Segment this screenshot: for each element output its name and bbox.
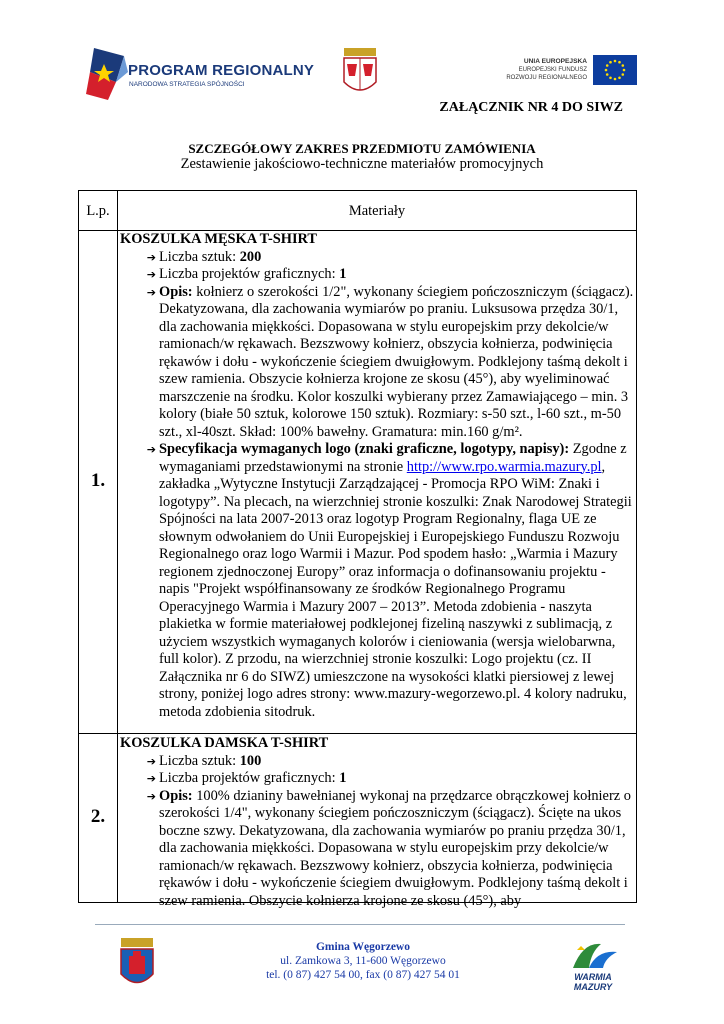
column-header-materials: Materiały bbox=[348, 203, 406, 219]
wegorzewo-crest-logo bbox=[119, 936, 155, 992]
table-border bbox=[78, 190, 637, 191]
rpo-website-link[interactable]: http://www.rpo.warmia.mazury.pl bbox=[406, 458, 602, 475]
list-item: ➔ Liczba sztuk: 100 bbox=[120, 753, 634, 771]
footer-phone: tel. (0 87) 427 54 00, fax (0 87) 427 54 01 bbox=[266, 969, 460, 981]
table-border bbox=[78, 733, 637, 734]
list-item: ➔ Liczba projektów graficznych: 1 bbox=[120, 266, 634, 284]
right-arrow-icon: ➔ bbox=[146, 772, 156, 785]
wm-logo-line2: MAZURY bbox=[573, 982, 613, 992]
eu-logo-line1: UNIA EUROPEJSKA bbox=[523, 58, 587, 65]
attachment-heading: ZAŁĄCZNIK NR 4 DO SIWZ bbox=[439, 100, 623, 115]
list-item: ➔ Liczba projektów graficznych: 1 bbox=[120, 770, 634, 788]
list-item: ➔ Liczba sztuk: 200 bbox=[120, 249, 634, 267]
table-border bbox=[117, 190, 118, 903]
list-item: ➔ Opis: kołnierz o szerokości 1/2", wykonany ściegiem pończoszniczym (ściągacz). Dekatyzowana, dla zachowania wymiarów po praniu. Luksusowa przędza 30/1, dla zachowania miękkości. Dopasowana w stylu europejskim przy dekolcie/w ramionach/w rękawach. Bezszwowy kołnierz, obszycia kołnierza, podwinięcia rękawów i dołu - wykończenie ściegiem dwuigłowym. Podklejony taśmą dekolt i szew ramienia. Obszycie kołnierza krojone ze skosu (45°), aby wyeliminować marszczenie na środku. Kolor koszulki wybierany przez Zamawiającego – min. 3 kolory (białe 50 sztuk, kolorowe 150 sztuk). Rozmiary: s-50 szt., l-60 szt., m-50 szt., xl-40szt. Skład: 100% bawełny. Gramatura: min.160 g/m². bbox=[120, 284, 634, 442]
wm-logo-line1: WARMIA bbox=[574, 972, 612, 982]
item-title: KOSZULKA DAMSKA T-SHIRT bbox=[120, 735, 329, 751]
right-arrow-icon: ➔ bbox=[146, 789, 156, 803]
table-border bbox=[78, 190, 79, 903]
right-arrow-icon: ➔ bbox=[146, 268, 156, 281]
page-subtitle: Zestawienie jakościowo-techniczne materiałów promocyjnych bbox=[180, 156, 544, 172]
program-logo-subtitle: NARODOWA STRATEGIA SPÓJNOŚCI bbox=[129, 81, 245, 88]
eu-logo bbox=[507, 55, 637, 89]
list-item: ➔ Specyfikacja wymaganych logo (znaki graficzne, logotypy, napisy): Zgodne z wymaganiami przedstawionymi na stronie http://www.rpo.warmia.mazury.pl, zakładka „Wytyczne Instytucji Zarządzającej - Promocja RPO WiM: Znaki i logotypy”. Na plecach, na wierzchniej stronie koszulki: Znak Narodowej Strategii Spójności na lata 2007-2013 oraz logotyp Program Regionalny, flaga UE ze słownym odwołaniem do Unii Europejskiej i Europejskiego Funduszu Rozwoju Regionalnego oraz logo Warmii i Mazur. Pod spodem hasło: „Warmia i Mazury regionem zjednoczonej Europy” oraz informacja o dofinansowaniu projektu - napis "Projekt współfinansowany ze środków Regionalnego Programu Operacyjnego Warmia i Mazury 2007 – 2013”. Metoda zdobienia - naszyta plakietka w formie materiałowej podklejonej fizeliną naszywki z sublimacją, z użyciem wszystkich wymaganych kolorów i cieniowania (wersja wielobarwna, full kolor). Z przodu, na wierzchniej stronie koszulki: Logo projektu (cz. II Załącznika nr 6 do SIWZ) umieszczone na wysokości klatki piersiowej z lewej strony, poniżej logo adres strony: www.mazury-wegorzewo.pl. 4 kolory nadruku, metoda zdobienia sitodruk. bbox=[120, 441, 634, 721]
warmia-mazury-crest-logo bbox=[343, 46, 377, 98]
list-item: ➔ Opis: 100% dzianiny bawełnianej wykonaj na przędzarce obrączkowej kołnierz o szerokości 1/4", wykonany ściegiem pończoszniczym (ściągacz). Ścięte na ukos boczne szwy. Dekatyzowana, dla zachowania wymiarów po praniu przędza 30/1, dla zachowania miękkości. Dopasowana w stylu europejskim przy dekolcie/w ramionach/w rękawach. Bezszwowy kołnierz, obszycia kołnierza, podwinięcia rękawów i dołu - wykończenie ściegiem dwuigłowym. Podklejony taśmą dekolt i szew ramienia. Obszycie kołnierza krojone ze skosu (45°), aby bbox=[120, 788, 634, 911]
row-number: 1. bbox=[90, 470, 106, 491]
right-arrow-icon: ➔ bbox=[146, 285, 156, 299]
footer-contact bbox=[200, 940, 526, 982]
page-title: SZCZEGÓŁOWY ZAKRES PRZEDMIOTU ZAMÓWIENIA bbox=[188, 141, 536, 156]
row-number: 2. bbox=[90, 806, 106, 827]
eu-logo-line3: ROZWOJU REGIONALNEGO bbox=[506, 75, 587, 81]
table-row bbox=[120, 735, 634, 910]
program-logo-title: PROGRAM REGIONALNY bbox=[128, 62, 315, 79]
footer-divider bbox=[95, 924, 625, 925]
column-header-lp: L.p. bbox=[86, 203, 110, 219]
nss-mark-icon bbox=[86, 42, 128, 102]
footer-address: ul. Zamkowa 3, 11-600 Węgorzewo bbox=[280, 955, 446, 967]
table-border bbox=[636, 190, 637, 903]
eu-logo-line2: EUROPEJSKI FUNDUSZ bbox=[518, 67, 587, 73]
right-arrow-icon: ➔ bbox=[146, 754, 156, 768]
right-arrow-icon: ➔ bbox=[146, 250, 156, 264]
table-row bbox=[120, 231, 634, 721]
footer-name: Gmina Węgorzewo bbox=[315, 941, 410, 953]
right-arrow-icon: ➔ bbox=[146, 443, 156, 456]
program-regionalny-logo bbox=[86, 42, 315, 102]
warmia-mazury-logo bbox=[563, 938, 623, 994]
item-title: KOSZULKA MĘSKA T-SHIRT bbox=[120, 231, 318, 247]
eu-flag-icon bbox=[593, 55, 637, 85]
